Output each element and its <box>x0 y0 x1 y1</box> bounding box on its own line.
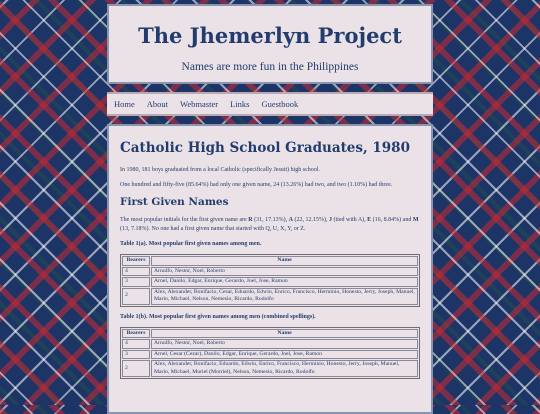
nav-link-webmaster[interactable]: Webmaster <box>180 99 219 109</box>
table-row <box>122 277 418 287</box>
bearers-cell: 3 <box>122 350 150 360</box>
section-title-first-names: First Given Names <box>120 196 229 208</box>
table-1b-caption: Table 1(b). Most popular first given names among men (combined spellings). <box>120 313 316 320</box>
column-header-bearers: Bearers <box>122 256 150 266</box>
table-row <box>122 339 418 349</box>
names-cell: Alex, Alexander, Bonifacio, Eduardo, Edwin, Enrico, Francisco, Herminio, Honesto, Jerry, Joseph, Manuel, Mario, Michael, Muriel (Morriel), Nelson, Nemesio, Ricardo, Rodolfo <box>151 360 418 377</box>
site-title: The Jhemerlyn Project <box>138 23 402 48</box>
nav-link-home[interactable]: Home <box>114 99 135 109</box>
bearers-cell: 4 <box>122 339 150 349</box>
names-cell: Arnulfo, Nestor, Noel, Roberto <box>151 267 418 277</box>
site-subtitle: Names are more fun in the Philippines <box>181 61 359 73</box>
bearers-cell: 4 <box>122 267 150 277</box>
table-1a-caption: Table 1(a). Most popular first given names among men. <box>120 241 262 247</box>
names-cell: Arnulfo, Nestor, Noel, Roberto <box>151 339 418 349</box>
names-cell: Alex, Alexander, Bonifacio, Cesar, Eduardo, Edwin, Enrico, Francisco, Herminio, Honesto, Jerry, Joseph, Manuel, Mario, Michael, Nelson, Nemesio, Ricardo, Rodolfo <box>151 288 418 305</box>
table-row <box>122 360 418 377</box>
main-content <box>107 124 433 414</box>
table-1b <box>120 327 420 380</box>
column-header-bearers: Bearers <box>122 329 150 339</box>
nav-link-links[interactable]: Links <box>230 99 250 109</box>
nav-bar <box>107 92 433 116</box>
bearers-cell: 2 <box>122 288 150 305</box>
column-header-name: Name <box>151 329 418 339</box>
bearers-cell: 2 <box>122 360 150 377</box>
names-cell: Arnel, Cesar (Cezar), Danilo, Edgar, Enrique, Gerardo, Joel, Jose, Ramon <box>151 350 418 360</box>
table-header-row <box>122 329 418 339</box>
page-title: Catholic High School Graduates, 1980 <box>120 140 410 156</box>
table-row <box>122 350 418 360</box>
table-header-row <box>122 256 418 266</box>
names-cell: Arnel, Danilo, Edgar, Enrique, Gerardo, Joel, Jose, Ramon <box>151 277 418 287</box>
table-row <box>122 267 418 277</box>
intro-paragraph-1: In 1980, 181 boys graduated from a local Catholic (specifically Jesuit) high school. <box>120 167 320 173</box>
site-header <box>107 4 433 84</box>
popular-initials-paragraph: The most popular initials for the first given name are R (31, 17.13%), A (22, 12.15%), J (tied with A), E (16, 8.84%) and M (13, 7.18%). No one had a first given name that started with Q, U, X, Y, or Z. <box>120 217 419 232</box>
nav-link-guestbook[interactable]: Guestbook <box>261 99 299 109</box>
intro-paragraph-2: One hundred and fifty-five (85.64%) had only one given name, 24 (13.26%) had two, and two (1.10%) had three. <box>120 182 393 188</box>
table-row <box>122 288 418 305</box>
column-header-name: Name <box>151 256 418 266</box>
nav-link-about[interactable]: About <box>146 99 169 109</box>
table-1a <box>120 254 420 307</box>
bearers-cell: 3 <box>122 277 150 287</box>
